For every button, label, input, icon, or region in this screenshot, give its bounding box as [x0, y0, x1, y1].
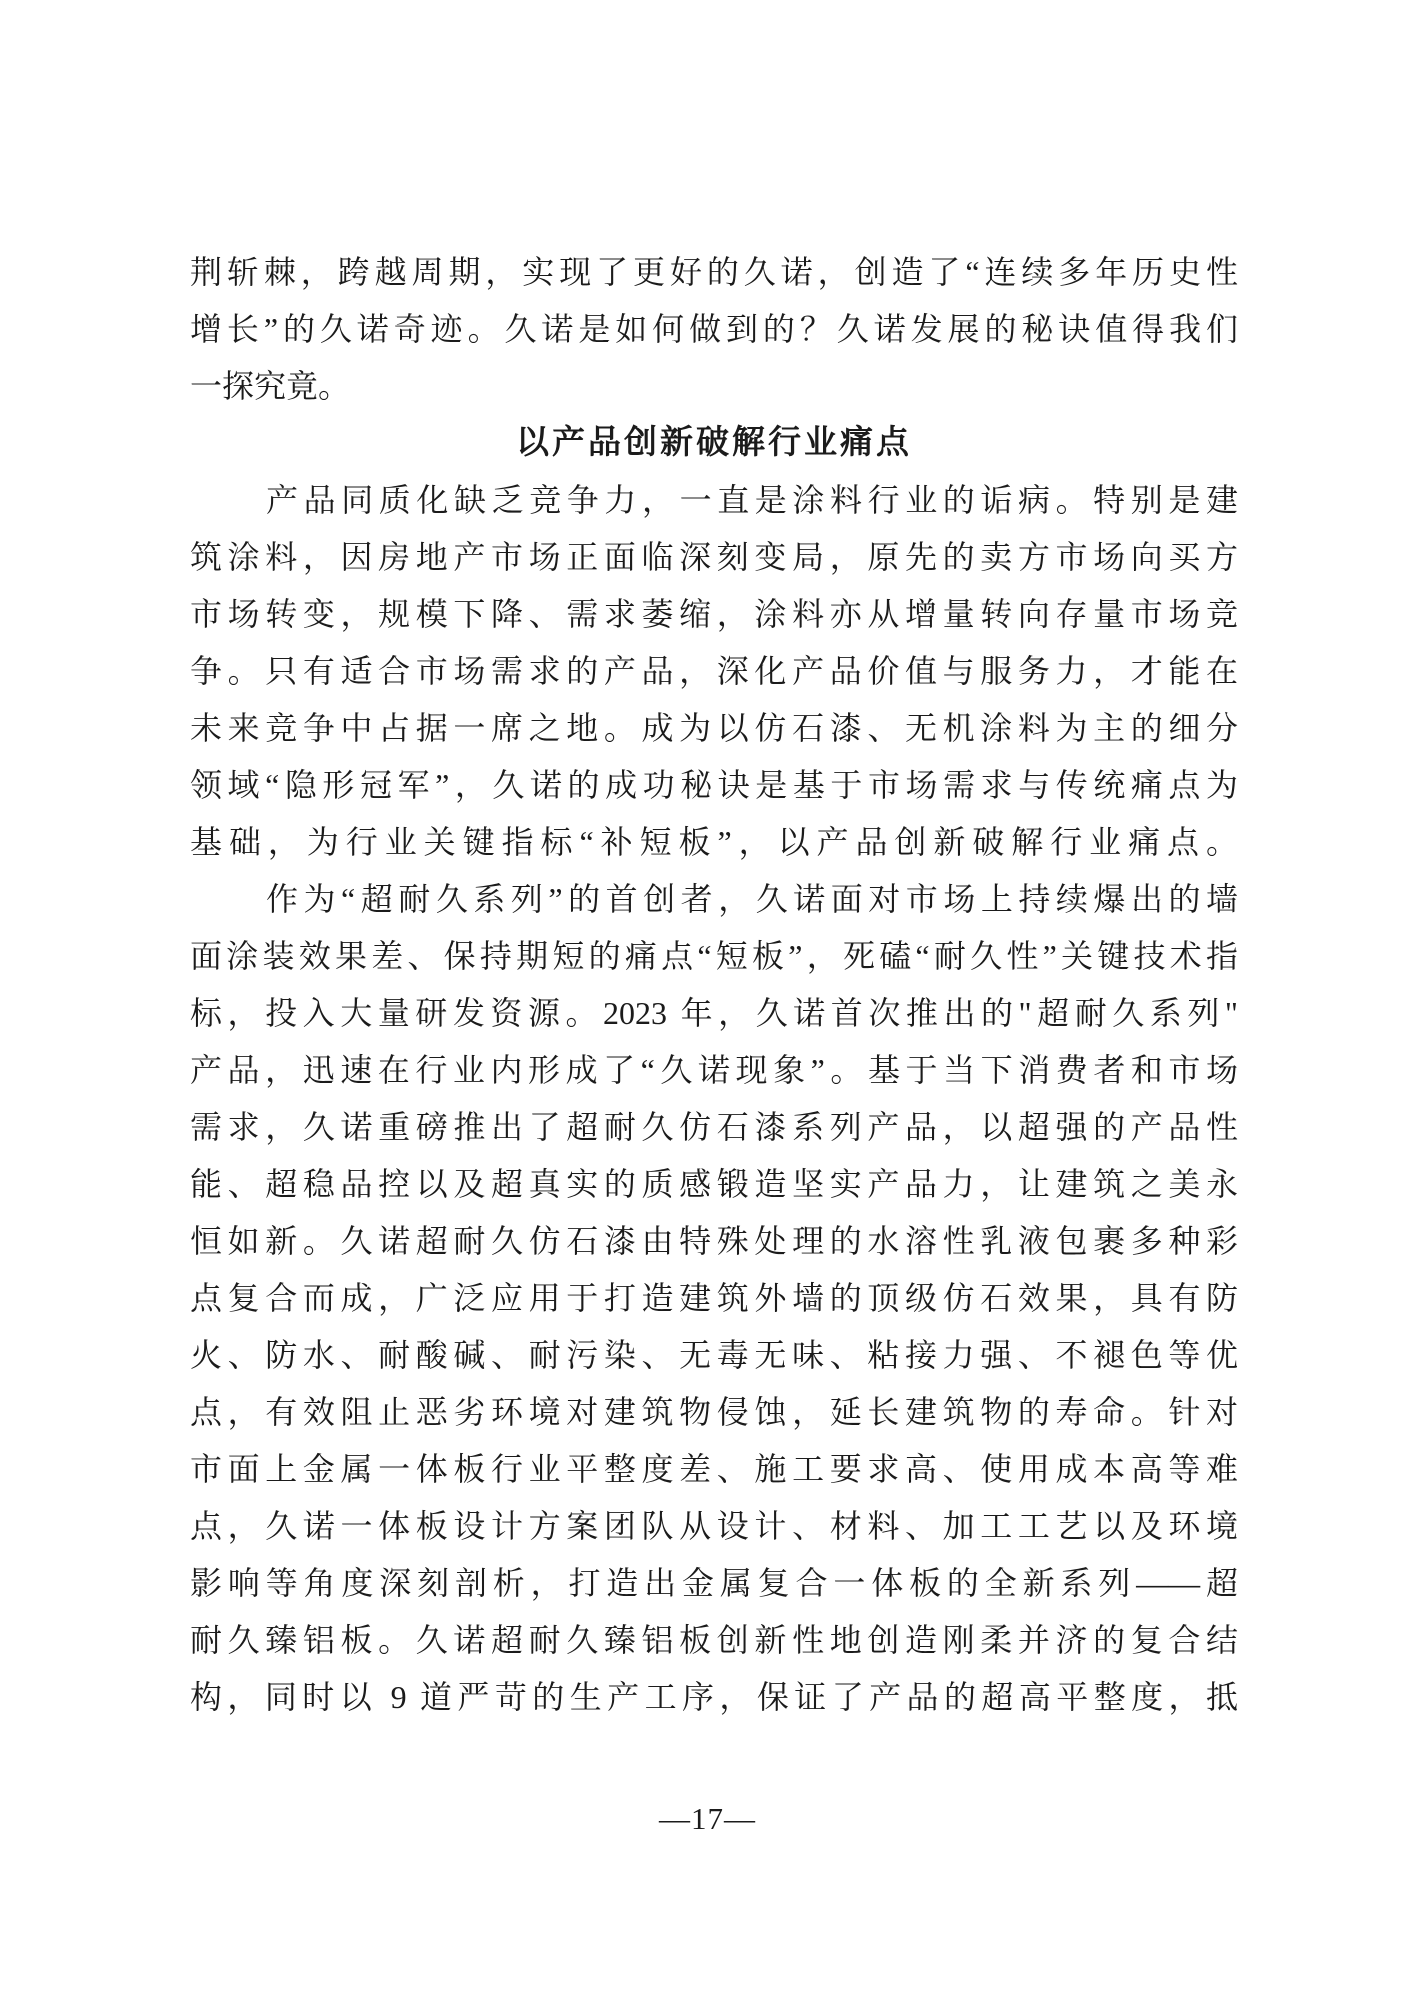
text-block: [190, 244, 1238, 1726]
text-line: 作为“超耐久系列”的首创者，久诺面对市场上持续爆出的墙: [266, 881, 1238, 917]
text-line: 点，有效阻止恶劣环境对建筑物侵蚀，延长建筑物的寿命。针对: [190, 1394, 1238, 1430]
text-line: 增长”的久诺奇迹。久诺是如何做到的？久诺发展的秘诀值得我们: [190, 311, 1238, 347]
text-line: 领域“隐形冠军”，久诺的成功秘诀是基于市场需求与传统痛点为: [190, 767, 1238, 803]
text-line: 基础，为行业关键指标“补短板”，以产品创新破解行业痛点。: [190, 824, 1238, 860]
text-line: 火、防水、耐酸碱、耐污染、无毒无味、粘接力强、不褪色等优: [190, 1337, 1238, 1373]
paragraph-industry-pain-points: [190, 472, 1238, 871]
text-line: 荆斩棘，跨越周期，实现了更好的久诺，创造了“连续多年历史性: [190, 254, 1238, 290]
text-line: 市场转变，规模下降、需求萎缩，涂料亦从增量转向存量市场竞: [190, 596, 1238, 632]
text-line: 需求，久诺重磅推出了超耐久仿石漆系列产品，以超强的产品性: [190, 1109, 1238, 1145]
text-line: 能、超稳品控以及超真实的质感锻造坚实产品力，让建筑之美永: [190, 1166, 1238, 1202]
text-line: 筑涂料，因房地产市场正面临深刻变局，原先的卖方市场向买方: [190, 539, 1238, 575]
text-line: 恒如新。久诺超耐久仿石漆由特殊处理的水溶性乳液包裹多种彩: [190, 1223, 1238, 1259]
page-number: —17—: [659, 1801, 756, 1836]
text-line: 点，久诺一体板设计方案团队从设计、材料、加工工艺以及环境: [190, 1508, 1238, 1544]
text-line: 标，投入大量研发资源。2023 年，久诺首次推出的"超耐久系列": [190, 995, 1238, 1031]
text-line: 耐久臻铝板。久诺超耐久臻铝板创新性地创造刚柔并济的复合结: [190, 1622, 1238, 1658]
text-line: 争。只有适合市场需求的产品，深化产品价值与服务力，才能在: [190, 653, 1238, 689]
text-line: 产品，迅速在行业内形成了“久诺现象”。基于当下消费者和市场: [190, 1052, 1238, 1088]
text-line: 市面上金属一体板行业平整度差、施工要求高、使用成本高等难: [190, 1451, 1238, 1487]
text-line: 影响等角度深刻剖析，打造出金属复合一体板的全新系列——超: [190, 1565, 1238, 1601]
paragraph-super-durable-series: [190, 871, 1238, 1726]
text-line: 未来竞争中占据一席之地。成为以仿石漆、无机涂料为主的细分: [190, 710, 1238, 746]
paragraph-continuation: [190, 244, 1238, 415]
section-heading: 以产品创新破解行业痛点: [516, 425, 912, 461]
text-line: 面涂装效果差、保持期短的痛点“短板”，死磕“耐久性”关键技术指: [190, 938, 1238, 974]
text-line: 产品同质化缺乏竞争力，一直是涂料行业的诟病。特别是建: [266, 482, 1238, 518]
text-line: 构，同时以 9 道严苛的生产工序，保证了产品的超高平整度，抵: [190, 1679, 1238, 1715]
text-line: 点复合而成，广泛应用于打造建筑外墙的顶级仿石效果，具有防: [190, 1280, 1238, 1316]
text-line: 一探究竟。: [190, 368, 351, 404]
